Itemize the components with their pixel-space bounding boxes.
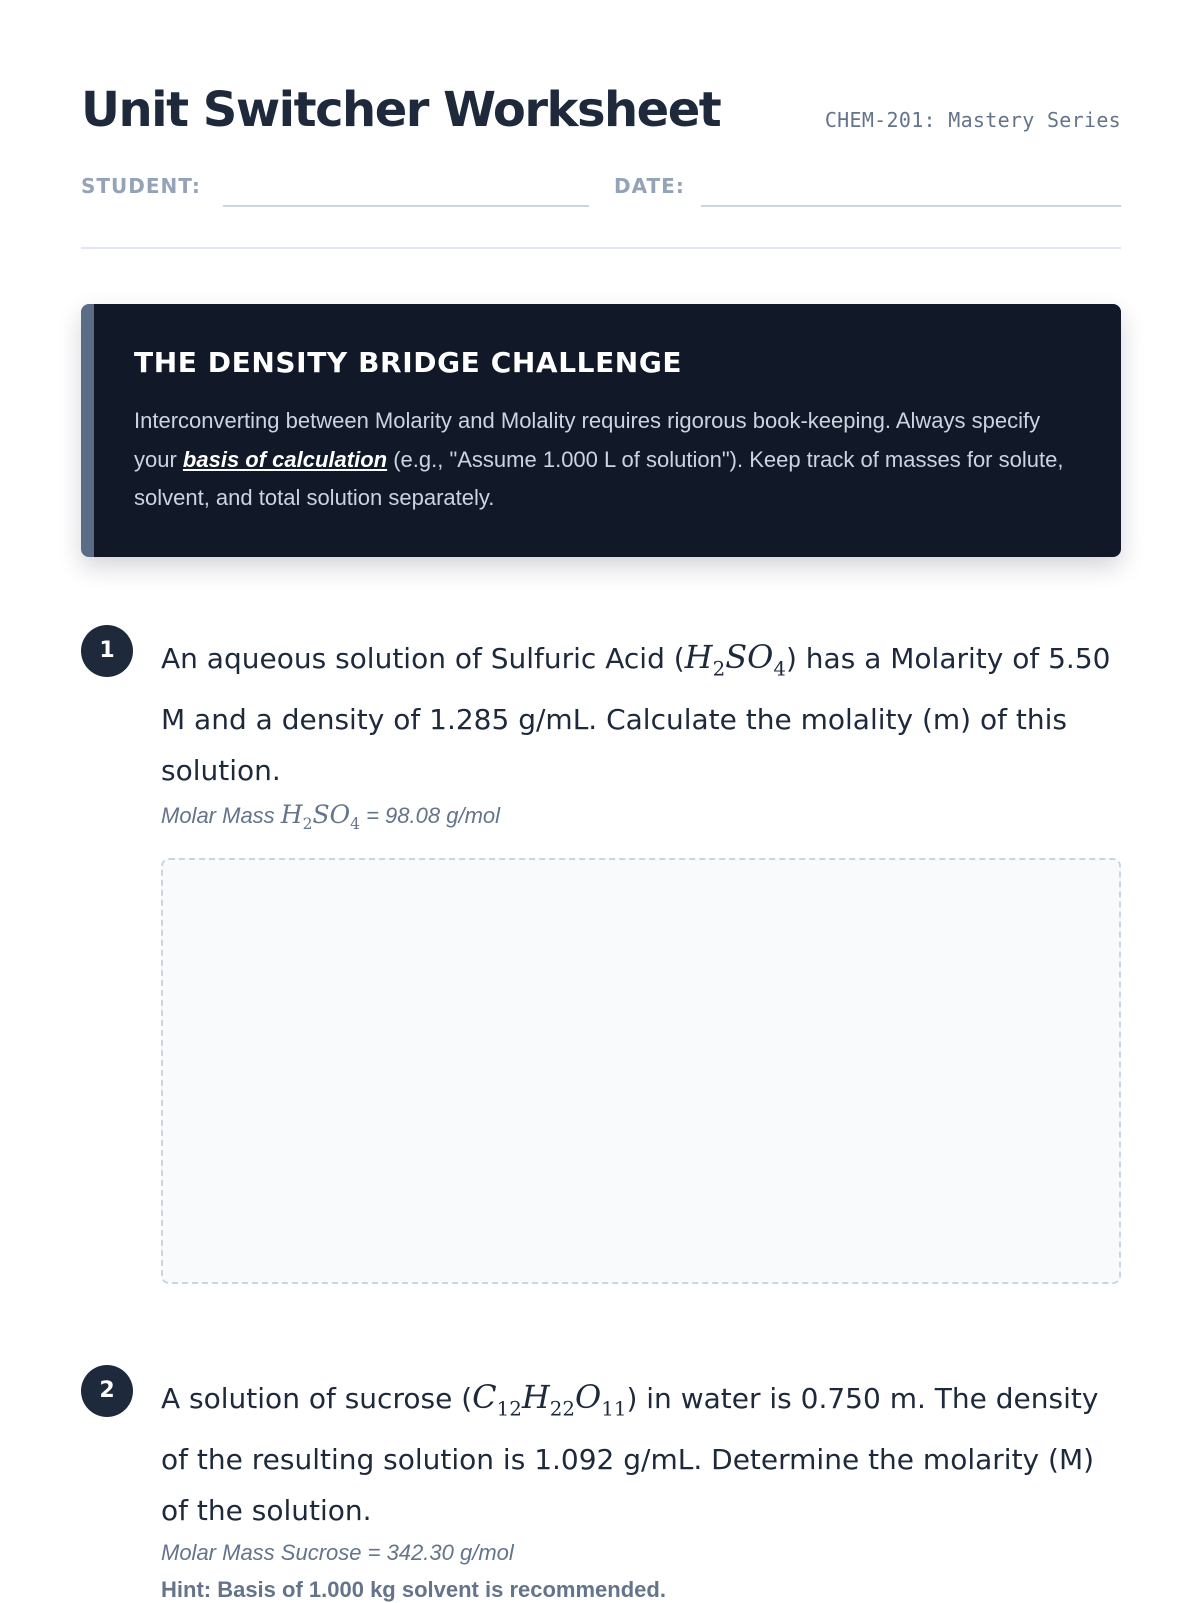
callout-body-text-end: (e.g., "Assume 1.000 L of solution"). Keep track of masses for solute, solvent, and total solution separately. <box>134 446 1064 510</box>
page-title: Unit Switcher Worksheet <box>81 82 721 138</box>
basis-of-calculation-emphasis: basis of calculation <box>182 446 388 472</box>
question-1-text <box>161 632 1121 796</box>
question-2-molar-mass-note: Molar Mass Sucrose = 342.30 g/mol <box>161 1540 514 1565</box>
course-code: CHEM-201: Mastery Series <box>824 108 1121 132</box>
question-2-text-start: A solution of sucrose ( <box>161 1382 473 1415</box>
student-name-line[interactable] <box>223 205 589 207</box>
question-2-text-end: ) in water is 0.750 m. The density of the resulting solution is 1.092 g/mL. Determine the molarity (M) of the solution. <box>161 1382 1099 1528</box>
question-2-number-badge: 2 <box>81 1365 133 1417</box>
h2so4-formula-note: $H_2SO_4$ <box>280 800 360 833</box>
date-line[interactable] <box>701 205 1121 207</box>
question-1-molar-mass-note: Molar Mass $H_2SO_4 = 98.08$ g/mol <box>161 800 501 833</box>
question-1-text-start: An aqueous solution of Sulfuric Acid ( <box>161 642 685 675</box>
worksheet-header <box>81 80 1121 140</box>
student-info-row <box>81 170 1121 210</box>
callout-body-text: Interconverting between Molarity and Molality requires rigorous book-keeping. Always specify your <box>134 408 1041 472</box>
question-1-number-badge: 1 <box>81 625 133 677</box>
student-label: STUDENT: <box>81 174 201 198</box>
density-bridge-callout <box>81 304 1121 557</box>
question-2-hint: Hint: Basis of 1.000 kg solvent is recommended. <box>161 1577 666 1602</box>
callout-title: THE DENSITY BRIDGE CHALLENGE <box>134 346 683 379</box>
date-label: DATE: <box>614 174 685 198</box>
question-2-text <box>161 1372 1121 1536</box>
header-divider <box>81 247 1121 249</box>
sucrose-formula: $C_{12}H_{22}O_{11}$ <box>472 1378 627 1421</box>
h2so4-formula: $H_2SO_4$ <box>684 638 786 681</box>
callout-body <box>134 402 1084 518</box>
question-1-text-end: ) has a Molarity of 5.50 M and a density of 1.285 g/mL. Calculate the molality (m) of this solution. <box>161 642 1111 788</box>
question-1-answer-area[interactable] <box>161 858 1121 1284</box>
